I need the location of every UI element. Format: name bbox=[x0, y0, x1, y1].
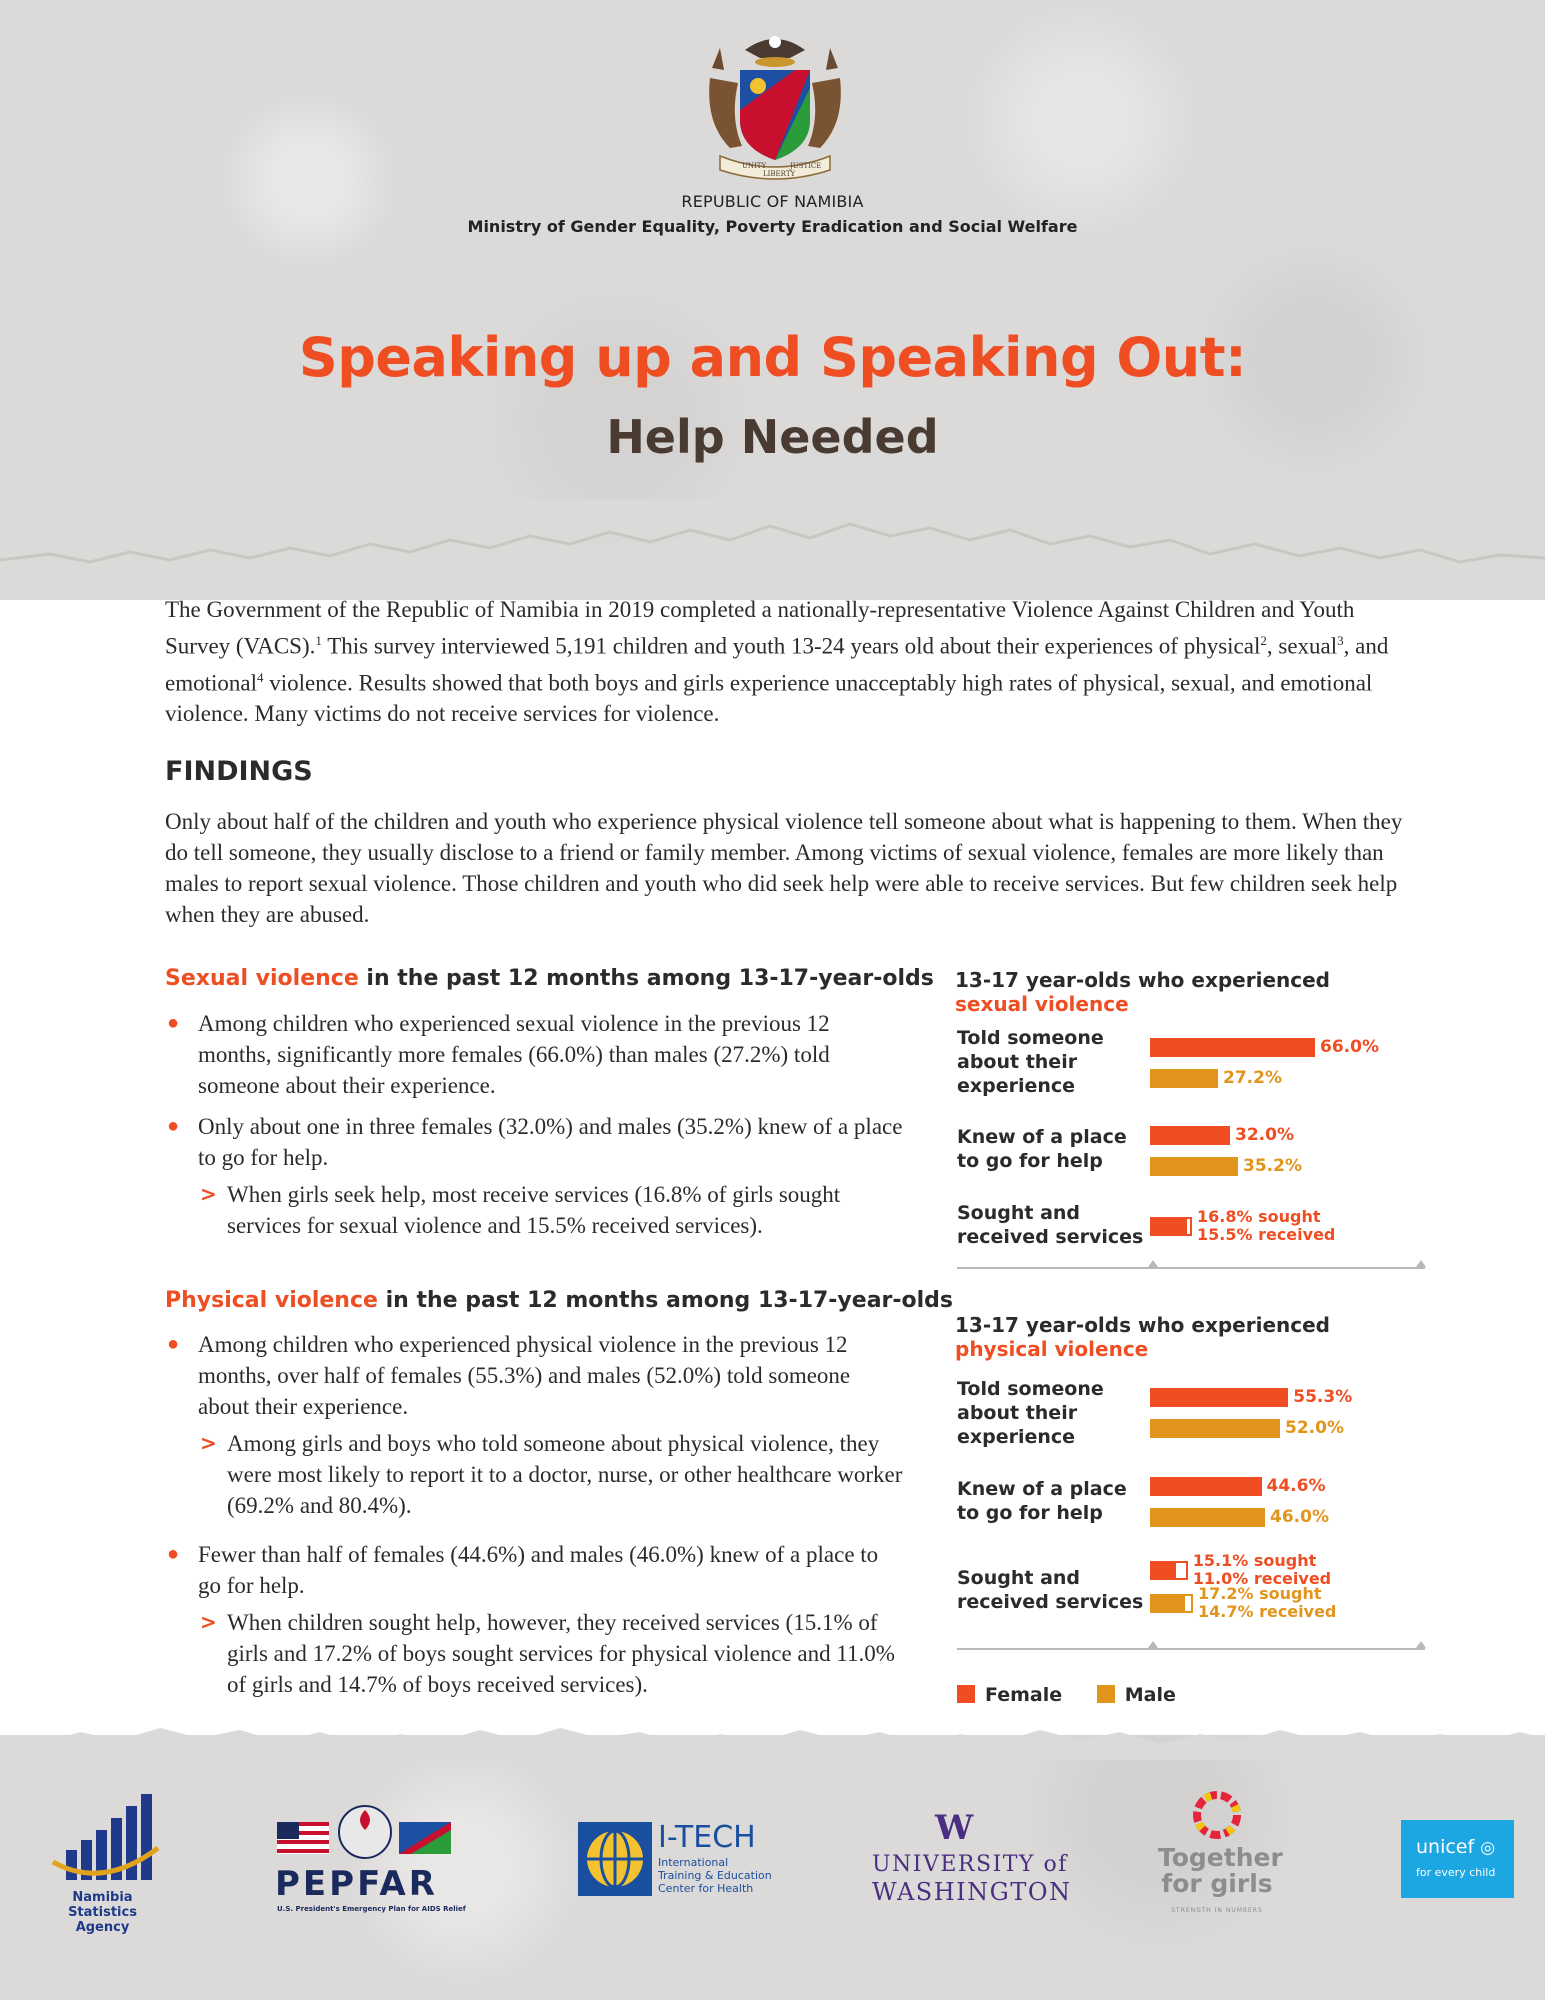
chart-axis-tick bbox=[1148, 1260, 1158, 1267]
chart-title: 13-17 year-olds who experienced sexual violence bbox=[955, 968, 1330, 1016]
unicef-logo-tagline: for every child bbox=[1416, 1866, 1496, 1879]
unicef-logo-text: unicef ◎ bbox=[1416, 1836, 1496, 1858]
sexual-violence-bullets bbox=[165, 1008, 905, 1241]
legend-item-male: Male bbox=[1097, 1684, 1176, 1706]
pepfar-logo-icon bbox=[275, 1800, 455, 1860]
sub-list-item: > When children sought help, however, they received services (15.1% of girls and 17.2% of boys sought services for physical violence and 11.0% of girls and 14.7% of boys received services). bbox=[200, 1610, 895, 1697]
chart-bar-female-0 bbox=[1150, 1038, 1315, 1057]
chart-axis-tick bbox=[1416, 1641, 1426, 1648]
chart-value-label: 14.7% received bbox=[1198, 1602, 1337, 1621]
chart-bar-unreceived-portion bbox=[1187, 1219, 1190, 1234]
namibia-statistics-agency-logo-icon bbox=[48, 1790, 163, 1890]
country-name: REPUBLIC OF NAMIBIA bbox=[681, 192, 864, 211]
chart-bar-male-0 bbox=[1150, 1069, 1218, 1088]
chart-value-label: 16.8% sought bbox=[1197, 1207, 1321, 1226]
uw-logo-w: W bbox=[935, 1808, 974, 1848]
chart-axis-tick bbox=[1416, 1260, 1426, 1267]
list-item: ● Only about one in three females (32.0%) and males (35.2%) knew of a place to go for help. bbox=[167, 1114, 903, 1170]
itech-logo-text: I-TECH bbox=[658, 1820, 756, 1855]
chart-value-label: 11.0% received bbox=[1192, 1569, 1332, 1588]
legend-item-female: Female bbox=[957, 1684, 1062, 1706]
chart-value-label: 15.5% received bbox=[1197, 1225, 1336, 1244]
chart-value-label: 27.2% bbox=[1223, 1068, 1282, 1088]
pepfar-logo-text: PEPFAR bbox=[275, 1864, 438, 1904]
chart-value-label: 15.1% sought bbox=[1192, 1551, 1317, 1570]
physical-violence-bullets bbox=[165, 1329, 905, 1700]
crest-motto-justice: JUSTICE bbox=[790, 162, 822, 170]
chart-bar-unreceived-portion bbox=[1185, 1596, 1191, 1611]
uw-logo-line2: WASHINGTON bbox=[872, 1878, 1072, 1906]
chart-bar-unreceived-portion bbox=[1176, 1563, 1186, 1578]
chart-bar-female-2 bbox=[1150, 1561, 1188, 1580]
chart-row-label-told: Told someone about their experience bbox=[957, 1378, 1104, 1448]
itech-globe-logo-icon bbox=[578, 1822, 652, 1896]
chart-bar-female-1 bbox=[1150, 1126, 1230, 1145]
list-item: ● Among children who experienced physical violence in the previous 12 months, over half of females (55.3%) and males (52.0%) told someone about their experience. bbox=[167, 1332, 851, 1419]
chart-row-label-sought: Sought and received services bbox=[957, 1567, 1144, 1613]
chart-bar-female-2 bbox=[1150, 1217, 1192, 1236]
physical-violence-chart bbox=[955, 1313, 1425, 1663]
findings-paragraph: Only about half of the children and youth who experience physical violence tell someone about what is happening to them. When they do tell someone, they usually disclose to a friend or family member. Among victims of sexual violence, females are more likely than males to report sexual violence. Those children and youth who did seek help were able to receive services. But few children seek help when they are abused. bbox=[165, 809, 1403, 927]
chart-value-label: 52.0% bbox=[1285, 1418, 1344, 1438]
chart-value-label: 44.6% bbox=[1266, 1476, 1326, 1496]
nsa-logo-text: Namibia Statistics Agency bbox=[68, 1890, 137, 1935]
torn-edge-top bbox=[0, 500, 1545, 590]
chart-bar-male-2 bbox=[1150, 1594, 1193, 1613]
sexual-violence-heading: Sexual violence in the past 12 months among 13-17-year-olds bbox=[165, 966, 934, 991]
chart-row-label-sought: Sought and received services bbox=[957, 1202, 1144, 1248]
chart-bar-female-1 bbox=[1150, 1477, 1262, 1496]
together-for-girls-logo-text: Together for girls bbox=[1158, 1843, 1283, 1898]
namibia-coat-of-arms-icon bbox=[690, 28, 860, 188]
chart-bar-male-1 bbox=[1150, 1508, 1265, 1527]
chart-row-label-knew: Knew of a place to go for help bbox=[957, 1126, 1127, 1172]
chart-legend bbox=[957, 1684, 1204, 1706]
list-item: ● Fewer than half of females (44.6%) and males (46.0%) knew of a place to go for help. bbox=[167, 1542, 879, 1598]
sexual-violence-chart bbox=[955, 968, 1425, 1268]
chart-bar-male-0 bbox=[1150, 1419, 1280, 1438]
together-for-girls-sdg-wheel-icon bbox=[1192, 1790, 1242, 1840]
chart-value-label: 17.2% sought bbox=[1198, 1584, 1322, 1603]
ministry-name: Ministry of Gender Equality, Poverty Eradication and Social Welfare bbox=[467, 217, 1078, 236]
chart-value-label: 55.3% bbox=[1293, 1387, 1353, 1407]
intro-paragraph: The Government of the Republic of Namibia in 2019 completed a nationally-representative Violence Against Children and Youth Survey (VACS).$^1$ This survey interviewed 5,191 children and youth 13-24 years old about their experiences of physical$^2$, sexual$^3$, and emotional$^4$ violence. Results showed that both boys and girls experience unacceptably high rates of physical, sexual, and emotional violence. Many victims do not receive services for violence. bbox=[165, 597, 1389, 727]
page-title: Speaking up and Speaking Out: bbox=[298, 326, 1247, 389]
itech-logo-subtext: International Training & Education Center for Health bbox=[658, 1856, 772, 1895]
chart-value-label: 32.0% bbox=[1235, 1125, 1294, 1145]
list-item: ● Among children who experienced sexual violence in the previous 12 months, significantly more females (66.0%) than males (27.2%) told someone about their experience. bbox=[167, 1011, 830, 1098]
crest-motto-unity: UNITY bbox=[742, 162, 767, 170]
chart-value-label: 35.2% bbox=[1243, 1156, 1302, 1176]
chart-bar-male-1 bbox=[1150, 1157, 1238, 1176]
chart-value-label: 46.0% bbox=[1270, 1507, 1329, 1527]
chart-axis bbox=[957, 1648, 1425, 1650]
chart-bar-female-0 bbox=[1150, 1388, 1288, 1407]
physical-violence-heading: Physical violence in the past 12 months among 13-17-year-olds bbox=[165, 1288, 954, 1313]
torn-edge-bottom bbox=[0, 1720, 1545, 1760]
uw-logo-line1: UNIVERSITY of bbox=[872, 1852, 1068, 1877]
unicef-logo-box bbox=[1401, 1820, 1514, 1898]
crest-motto-liberty: LIBERTY bbox=[763, 170, 796, 178]
pepfar-logo-subtext: U.S. President's Emergency Plan for AIDS Relief bbox=[277, 1905, 466, 1913]
chart-row-label-knew: Knew of a place to go for help bbox=[957, 1478, 1127, 1524]
chart-axis-tick bbox=[1148, 1641, 1158, 1648]
chart-axis bbox=[957, 1267, 1425, 1269]
chart-value-label: 66.0% bbox=[1320, 1037, 1379, 1057]
page-subtitle: Help Needed bbox=[606, 410, 939, 464]
findings-heading: FINDINGS bbox=[165, 756, 313, 787]
chart-title: 13-17 year-olds who experienced physical violence bbox=[955, 1313, 1330, 1361]
sub-list-item: > Among girls and boys who told someone about physical violence, they were most likely to report it to a doctor, nurse, or other healthcare worker (69.2% and 80.4%). bbox=[200, 1431, 903, 1518]
chart-row-label-told: Told someone about their experience bbox=[957, 1027, 1104, 1097]
together-for-girls-tagline: STRENGTH IN NUMBERS bbox=[1171, 1907, 1263, 1914]
sub-list-item: > When girls seek help, most receive services (16.8% of girls sought services for sexual violence and 15.5% received services). bbox=[200, 1182, 841, 1238]
